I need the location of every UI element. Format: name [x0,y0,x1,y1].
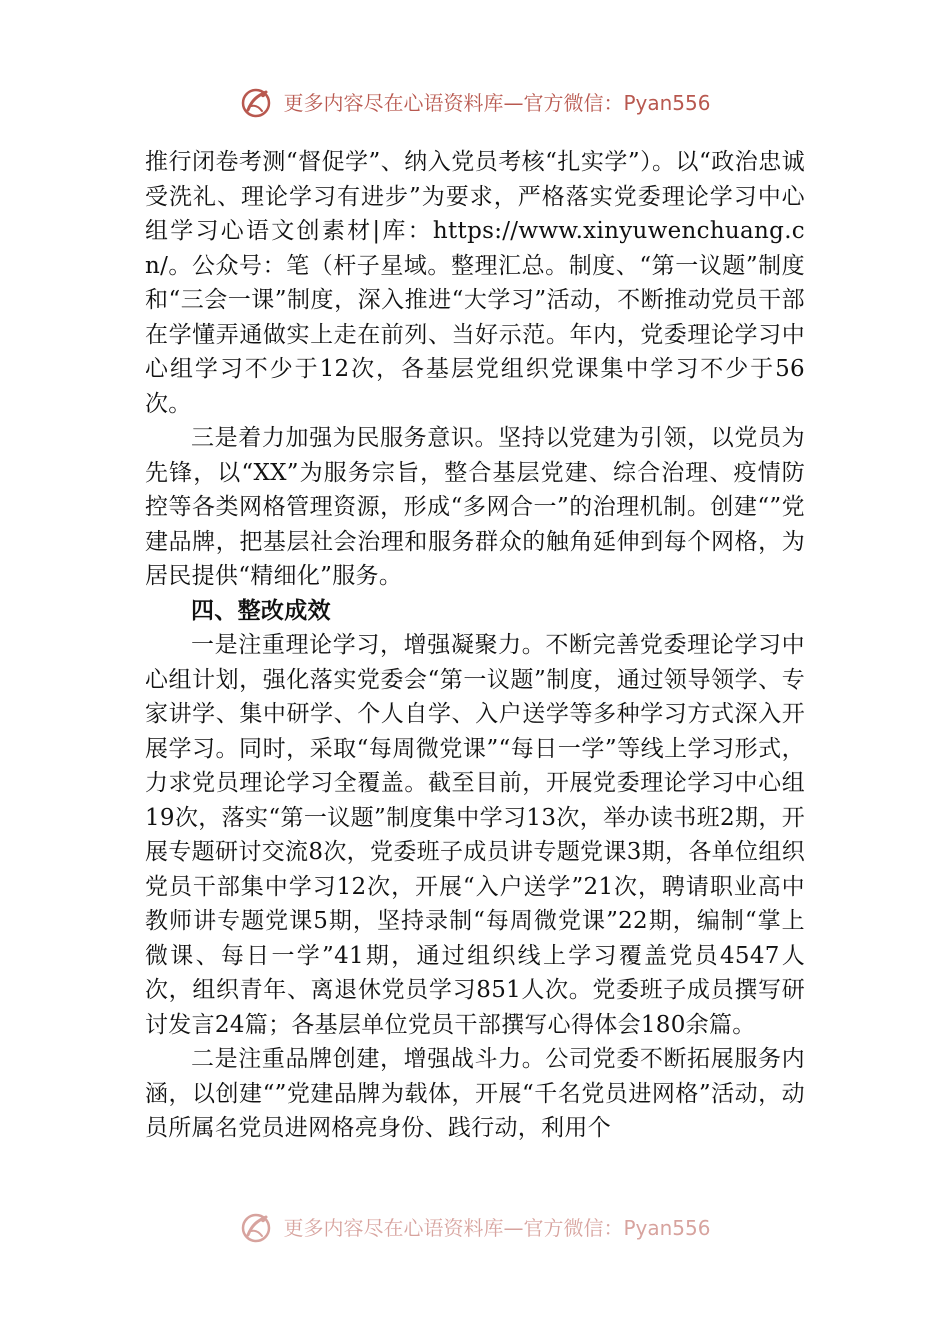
header-watermark [0,86,950,120]
paragraph-continued: 推行闭卷考测“督促学”、纳入党员考核“扎实学”）。以“政治忠诚受洗礼、理论学习有进步”为要求，严格落实党委理论学习中心组学习心语文创素材|库：https://www.xinyuwenchuang.cn/。公众号：笔（杆子星域。整理汇总。制度、“第一议题”制度和“三会一课”制度，深入推进“大学习”活动，不断推动党员干部在学懂弄通做实上走在前列、当好示范。年内，党委理论学习中心组学习不少于12次，各基层党组织党课集中学习不少于56次。 [145,149,805,417]
document-body [145,145,805,1146]
paragraph-theory-study: 一是注重理论学习，增强凝聚力。不断完善党委理论学习中心组计划，强化落实党委会“第一议题”制度，通过领导领学、专家讲学、集中研学、个人自学、入户送学等多种学习方式深入开展学习。同时，采取“每周微党课”“每日一学”等线上学习形式，力求党员理论学习全覆盖。截至目前，开展党委理论学习中心组19次，落实“第一议题”制度集中学习13次，举办读书班2期，开展专题研讨交流8次，党委班子成员讲专题党课3期，各单位组织党员干部集中学习12次，开展“入户送学”21次，聘请职业高中教师讲专题党课5期，坚持录制“每周微党课”22期，编制“掌上微课、每日一学”41期，通过组织线上学习覆盖党员4547人次，组织青年、离退休党员学习851人次。党委班子成员撰写研讨发言24篇；各基层单位党员干部撰写心得体会180余篇。 [145,632,805,1038]
footer-watermark [0,1211,950,1245]
brush-seal-icon [239,86,273,120]
brush-seal-icon [239,1211,273,1245]
watermark-text: 更多内容尽在心语资料库—官方微信：Pyan556 [283,91,711,115]
paragraph-brand-building: 二是注重品牌创建，增强战斗力。公司党委不断拓展服务内涵，以创建“”党建品牌为载体，开展“千名党员进网格”活动，动员所属名党员进网格亮身份、践行动，利用个 [145,1046,805,1141]
watermark-text: 更多内容尽在心语资料库—官方微信：Pyan556 [283,1216,711,1240]
paragraph-service-awareness: 三是着力加强为民服务意识。坚持以党建为引领，以党员为先锋，以“XX”为服务宗旨，整合基层党建、综合治理、疫情防控等各类网格管理资源，形成“多网合一”的治理机制。创建“”党建品牌，把基层社会治理和服务群众的触角延伸到每个网格，为居民提供“精细化”服务。 [145,425,805,589]
section-heading: 四、整改成效 [191,597,331,624]
